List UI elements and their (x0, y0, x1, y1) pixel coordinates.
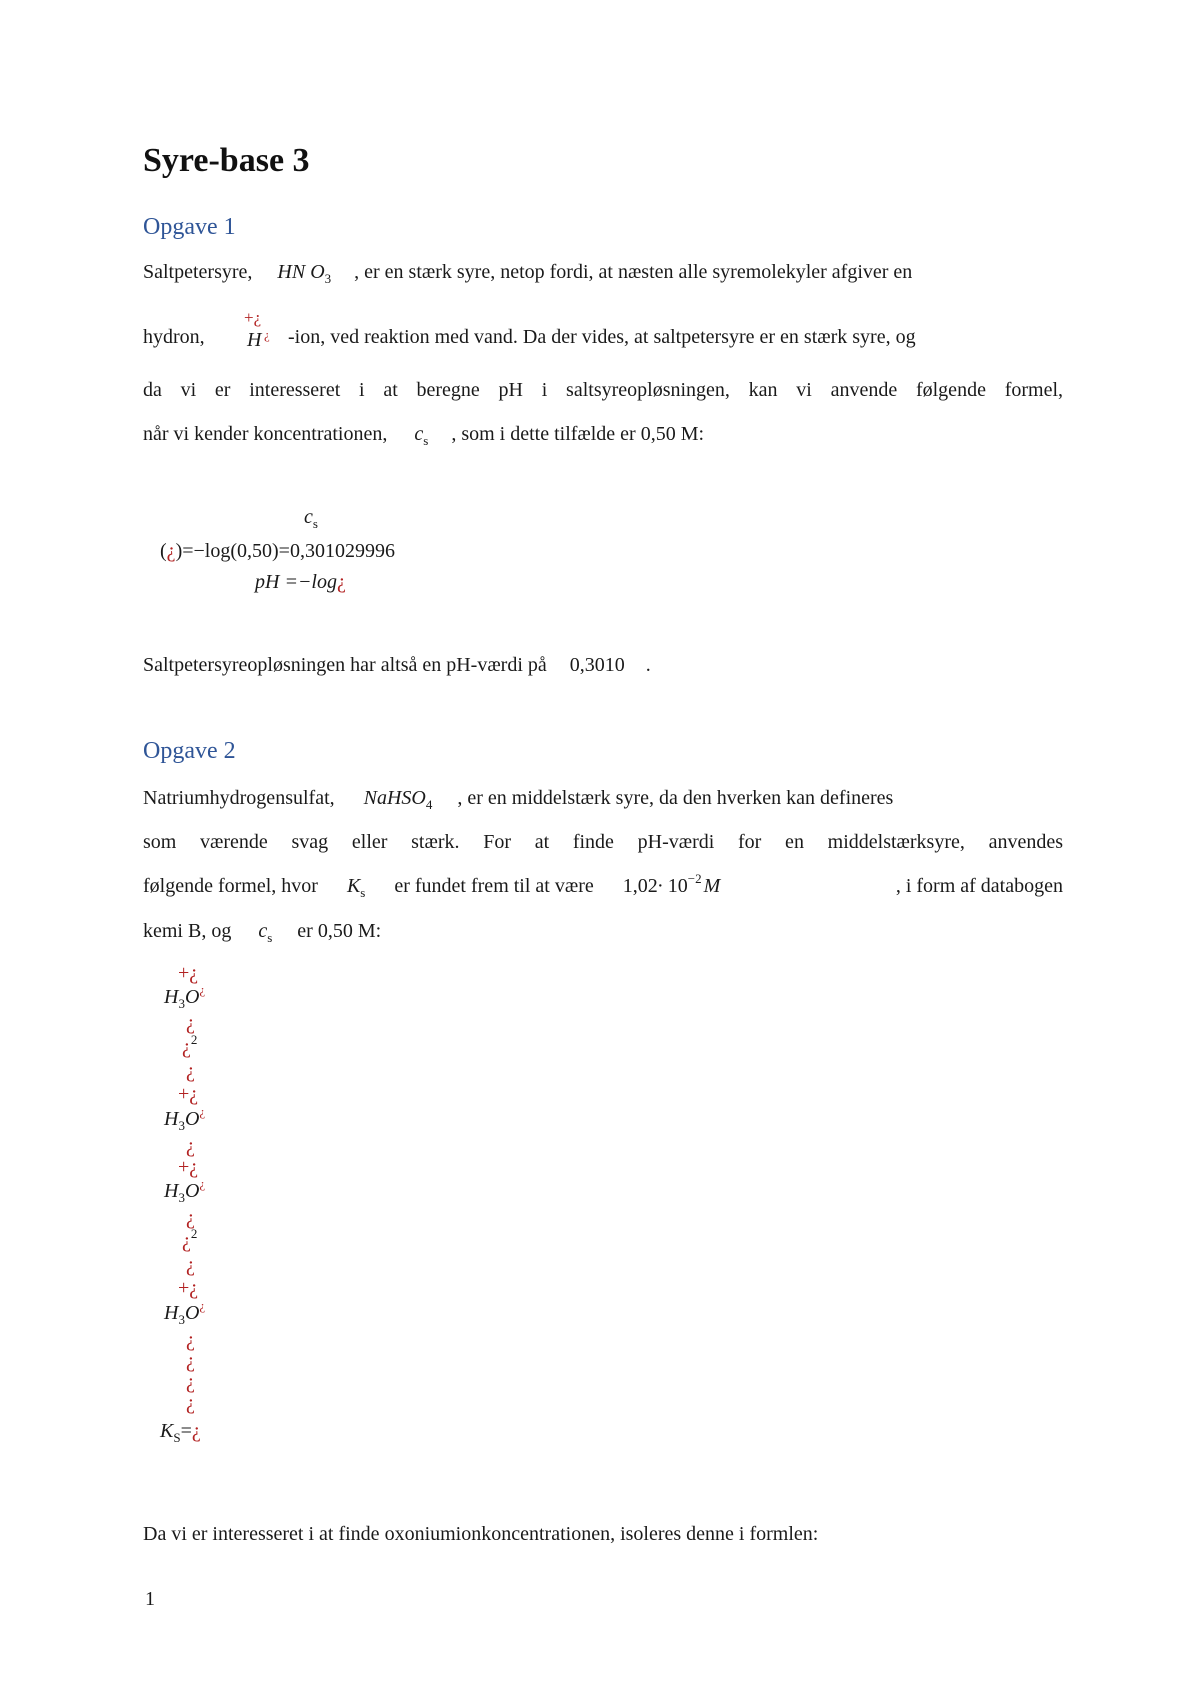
stack-mark: ¿ (186, 1012, 195, 1034)
text-run: Saltpetersyre, (143, 261, 253, 283)
stack-h3o: $H_3O^¿$ (164, 1104, 206, 1133)
paragraph-line (143, 921, 1063, 943)
text-run: når vi kender koncentrationen, (143, 423, 388, 445)
text-run: kemi B, og (143, 920, 232, 942)
formula-hno3: HN $O_3$ (277, 261, 332, 286)
stack-mark: ¿ (186, 1060, 195, 1082)
stack-mark-squared: ¿$^2$ (182, 1226, 198, 1252)
text-run: følgende formel, hvor (143, 875, 318, 897)
paragraph-line (143, 424, 1063, 446)
formula-h-ion: H (247, 329, 262, 351)
text-run: , som i dette tilfælde er 0,50 M: (451, 423, 705, 445)
stack-mark: ¿ (186, 1135, 195, 1157)
equation-line-1: (¿)=−log(0,50)=0,301029996 (160, 540, 395, 562)
stack-mark-squared: ¿$^2$ (182, 1032, 198, 1058)
text-run: , i form af databogen (895, 875, 1063, 897)
ph-value: 0,3010 (569, 654, 625, 676)
paragraph-line (143, 308, 1063, 351)
unrendered-symbol-mark: ¿ (264, 327, 270, 342)
formula-h-charge: +¿ (244, 308, 262, 327)
stack-charge: +¿ (178, 1083, 199, 1105)
paragraph-line (143, 871, 1063, 900)
text-run: er fundet frem til at være (394, 875, 594, 897)
text-run: , er en middelstærk syre, da den hverken kan defineres (457, 787, 894, 809)
opgave-1-conclusion: Saltpetersyreopløsningen har altså en pH-værdi på 0,3010 . (143, 654, 651, 676)
paragraph-line: da vi er interesseret i at beregne pH i saltsyreopløsningen, kan vi anvende følgende formel, (143, 379, 1063, 401)
text-run: , er en stærk syre, netop fordi, at næsten alle syremolekyler afgiver en (354, 261, 913, 283)
stack-charge: +¿ (178, 1156, 199, 1178)
stack-final-ks: $K_S=¿$ (160, 1420, 201, 1445)
ks-value: $1,02\cdot 10^{-2}$ M (622, 871, 721, 897)
formula-nahso4: NaHSO$_4$ (363, 787, 433, 812)
page-number: 1 (145, 1588, 155, 1610)
paragraph-line (143, 788, 1063, 810)
stack-charge: +¿ (178, 962, 199, 984)
stack-mark: ¿ (186, 1350, 195, 1372)
page-title: Syre-base 3 (143, 142, 310, 179)
equation-line-2: pH =−log¿ (255, 571, 346, 593)
heading-opgave-1: Opgave 1 (143, 214, 236, 240)
stack-mark: ¿ (186, 1371, 195, 1393)
formula-cs: $c_s$ (414, 423, 429, 448)
text-run: -ion, ved reaktion med vand. Da der vides, at saltpetersyre er en stærk syre, og (288, 326, 916, 348)
paragraph-line (143, 262, 1063, 284)
stack-mark: ¿ (186, 1329, 195, 1351)
text-run: Natriumhydrogensulfat, (143, 787, 335, 809)
stack-mark: ¿ (186, 1254, 195, 1276)
stack-h3o: $H_3O^¿$ (164, 1298, 206, 1327)
text-run: er 0,50 M: (297, 920, 382, 942)
stack-h3o: $H_3O^¿$ (164, 982, 206, 1011)
paragraph-line: som værende svag eller stærk. For at finde pH-værdi for en middelstærksyre, anvendes (143, 831, 1063, 853)
stack-mark: ¿ (186, 1392, 195, 1414)
text-run: hydron, (143, 326, 205, 348)
equation-cs-label: $c_s$ (304, 506, 318, 531)
heading-opgave-2: Opgave 2 (143, 738, 236, 764)
formula-cs: $c_s$ (258, 920, 273, 945)
stack-mark: ¿ (186, 1207, 195, 1229)
formula-ks: $K_s$ (346, 875, 366, 900)
stack-h3o: $H_3O^¿$ (164, 1176, 206, 1205)
opgave-2-final-line: Da vi er interesseret i at finde oxoniumionkoncentrationen, isoleres denne i formlen: (143, 1523, 819, 1545)
stack-charge: +¿ (178, 1277, 199, 1299)
